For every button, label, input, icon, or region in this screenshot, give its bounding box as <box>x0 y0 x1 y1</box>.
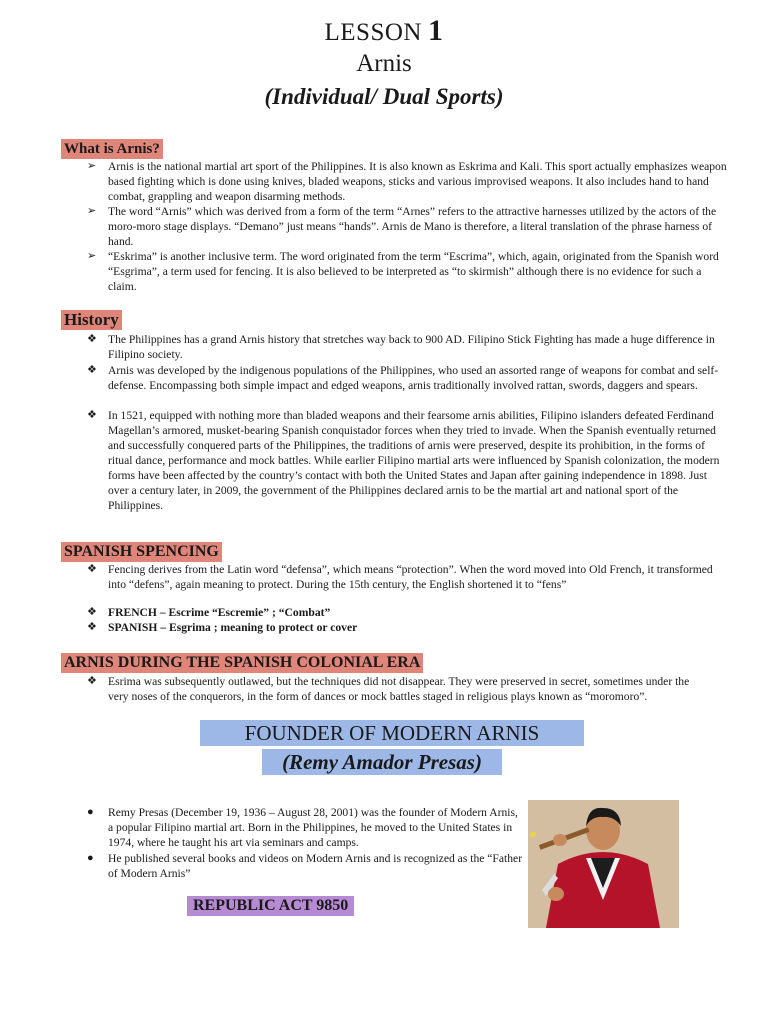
remy-presas-photo <box>528 800 679 928</box>
republic-act-label: REPUBLIC ACT 9850 <box>187 896 354 916</box>
diamond-bullet-icon: ❖ <box>87 606 97 618</box>
spanish-spencing-heading: SPANISH SPENCING <box>61 542 222 562</box>
lesson-label: LESSON <box>324 19 422 46</box>
subject-title: Arnis <box>356 50 412 77</box>
dot-bullet-icon: ● <box>87 806 94 818</box>
lesson-title <box>0 14 768 48</box>
founder-name: (Remy Amador Presas) <box>262 749 502 775</box>
what-is-item-3: “Eskrima” is another inclusive term. The word originated from the term “Escrima”, which, again, originated from the Spanish word “Esgrima”, a term used for fencing. It is also believed to be interpreted as “to skirmish” although there is no evidence for such a claim. <box>108 250 719 293</box>
arrow-bullet-icon: ➢ <box>87 160 97 172</box>
arrow-bullet-icon: ➢ <box>87 250 97 262</box>
what-is-item-2: The word “Arnis” which was derived from a form of the term “Arnes” refers to the attractive harnesses utilized by the actors of the moro-moro stage displays. “Demano” just means “hands”. Arnis de Mano is therefore, a literal translation of the phrase harness of hand. <box>108 205 717 248</box>
what-is-item-1-text: Arnis is the national martial art sport of the Philippines. It is also known as Eskrima and Kali. This sport actually emphasizes weapon based fighting which is done using knives, bladed weapons, sticks and various improvised weapons. It also includes hand to hand combat, grappling and weapon disarming methods. <box>108 160 727 203</box>
colonial-era-heading: ARNIS DURING THE SPANISH COLONIAL ERA <box>61 653 423 673</box>
arrow-bullet-icon: ➢ <box>87 205 97 217</box>
history-item-3: In 1521, equipped with nothing more than bladed weapons and their fearsome arnis abilities, Filipino islanders defeated Ferdinand Magellan’s armored, musket-bearing Spanish conquistador forces when they tried to invade. When the Spanish eventually returned and successfully conquered parts of the Philippines, the traditions of arnis were preserved, despite its prohibition, in the forms of ritual dance, performance and mock battles. While earlier Filipino martial arts were influenced by Spanish colonization, the modern forms have been affected by the country’s contact with both the United States and Japan after gaining independence in 1898. Just over a century later, in 2009, the government of the Philippines declared arnis to be the martial art and national sport of the Philippines. <box>108 409 720 512</box>
diamond-bullet-icon: ❖ <box>87 364 97 376</box>
history-item-1: The Philippines has a grand Arnis history that stretches way back to 900 AD. Filipino Stick Fighting has made a huge difference in Filipino society. <box>108 333 715 361</box>
history-heading: History <box>61 310 122 330</box>
spencing-item-2: FRENCH – Escrime “Escremie” ; “Combat” <box>108 606 331 619</box>
spencing-item-1: Fencing derives from the Latin word “defensa”, which means “protection”. When the word moved into Old French, it transformed into “defens”, again meaning to protect. During the 15th century, the English shortened it to “fens” <box>108 563 713 591</box>
history-item-2: Arnis was developed by the indigenous populations of the Philippines, who used an assorted range of weapons for combat and self-defense. Encompassing both simple impact and edged weapons, arnis traditionally involved rattan, swords, daggers and spears. <box>108 364 719 392</box>
category-title: (Individual/ Dual Sports) <box>264 84 504 109</box>
dot-bullet-icon: ● <box>87 852 94 864</box>
diamond-bullet-icon: ❖ <box>87 333 97 345</box>
diamond-bullet-icon: ❖ <box>87 621 97 633</box>
founder-item-2: He published several books and videos on Modern Arnis and is recognized as the “Father of Modern Arnis” <box>108 852 523 880</box>
what-is-item-1 <box>108 159 728 204</box>
photo-illustration <box>528 800 679 928</box>
diamond-bullet-icon: ❖ <box>87 563 97 575</box>
lesson-number: 1 <box>427 14 444 47</box>
founder-item-1: Remy Presas (December 19, 1936 – August 28, 2001) was the founder of Modern Arnis, a popular Filipino martial art. Born in the Philippines, he moved to the United States in 1974, where he taught his art via seminars and camps. <box>108 806 518 849</box>
diamond-bullet-icon: ❖ <box>87 409 97 421</box>
colonial-item-1: Esrima was subsequently outlawed, but the techniques did not disappear. They were preserved in secret, sometimes under the very noses of the conquerors, in the form of dances or mock battles staged in religious plays known as “moromoro”. <box>108 675 690 703</box>
spencing-item-3: SPANISH – Esgrima ; meaning to protect or cover <box>108 621 358 634</box>
what-is-arnis-heading: What is Arnis? <box>61 139 163 159</box>
founder-heading: FOUNDER OF MODERN ARNIS <box>200 720 584 746</box>
diamond-bullet-icon: ❖ <box>87 675 97 687</box>
